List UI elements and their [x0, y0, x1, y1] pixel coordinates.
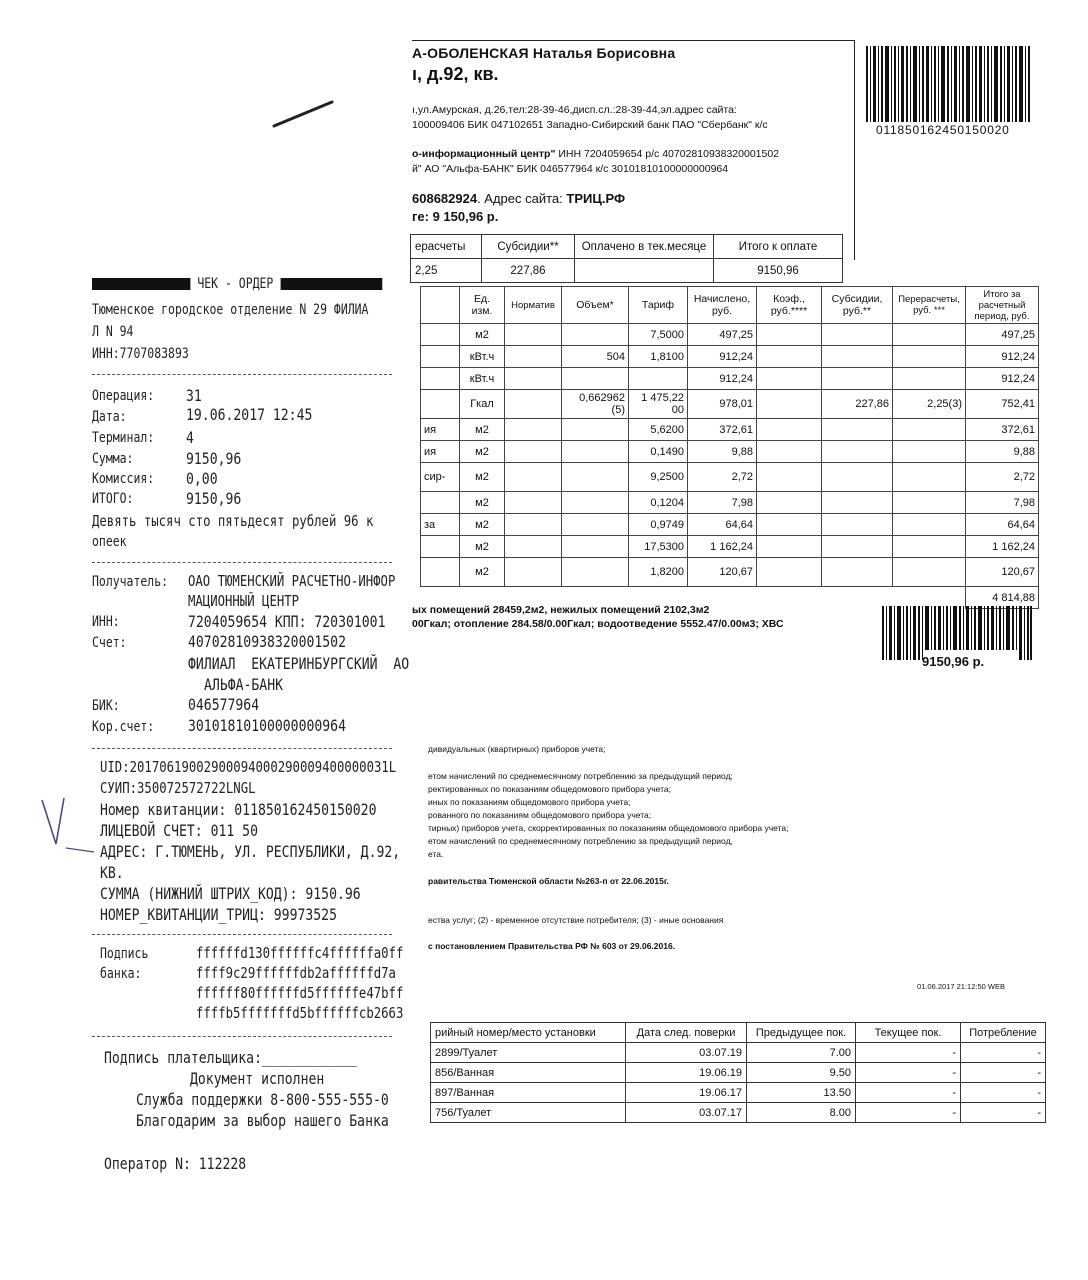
charge-cell: 5,6200: [629, 419, 688, 441]
charge-row: [421, 441, 1039, 463]
account-value: 40702810938320001502: [188, 632, 346, 651]
meter-cell: -: [961, 1083, 1046, 1103]
charge-cell: [757, 514, 822, 536]
barcode-bottom-amount: 9150,96 р.: [922, 654, 985, 669]
charge-cell: [421, 324, 460, 346]
charge-cell: 17,5300: [629, 536, 688, 558]
charges-grand-total: 4 814,88: [966, 587, 1039, 609]
charge-cell: [757, 441, 822, 463]
charge-cell: 9,88: [966, 441, 1039, 463]
address-line-1: АДРЕС: Г.ТЮМЕНЬ, УЛ. РЕСПУБЛИКИ, Д.92,: [100, 842, 401, 861]
address-line-2: КВ.: [100, 863, 124, 882]
center-name: о-информационный центр": [412, 148, 556, 160]
summary-header: Оплачено в тек.месяце: [575, 235, 714, 259]
charge-cell: [562, 463, 629, 492]
charge-cell: 504: [562, 346, 629, 368]
charge-cell: 752,41: [966, 390, 1039, 419]
meter-cell: -: [961, 1063, 1046, 1083]
area-note-2: 00Гкал; отопление 284.58/0.00Гкал; водоотведение 5552.47/0.00м3; ХВС: [412, 618, 784, 630]
charge-cell: м2: [460, 463, 505, 492]
charge-cell: 1 475,22 00: [629, 390, 688, 419]
charge-cell: [893, 536, 966, 558]
receipt-number-line: Номер квитанции: 011850162450150020: [100, 800, 377, 819]
meter-cell: -: [961, 1043, 1046, 1063]
sum-value: 9150,96: [186, 449, 242, 468]
bank-signature-hash: ffff9c29ffffffdb2affffffd7a: [196, 964, 396, 982]
bill-frame-top: [412, 40, 854, 41]
recipient-inn-value: 7204059654 КПП: 720301001: [188, 612, 386, 631]
meter-cell: 19.06.17: [626, 1083, 747, 1103]
charge-cell: 1,8200: [629, 558, 688, 587]
charge-cell: 2,72: [688, 463, 757, 492]
charge-cell: 912,24: [688, 368, 757, 390]
recipient-inn-label: ИНН:: [92, 614, 120, 630]
meter-header: Текущее пок.: [856, 1023, 961, 1043]
footnote: ета.: [428, 849, 444, 859]
charge-cell: м2: [460, 419, 505, 441]
charges-header: Норматив: [505, 287, 562, 324]
charges-header: Перерасчеты, руб. ***: [893, 287, 966, 324]
footnote-gov-1: равительства Тюменской области №263-п от 22.06.2015г.: [428, 876, 669, 886]
charge-cell: [505, 514, 562, 536]
trits-number-line: НОМЕР_КВИТАНЦИИ_ТРИЦ: 99973525: [100, 905, 337, 924]
charge-row: [421, 419, 1039, 441]
fee-value: 0,00: [186, 469, 218, 488]
bank-signature-hash: ffffff80ffffffd5ffffffe47bff: [196, 984, 404, 1002]
footnote: етом начислений по среднемесячному потреблению за предыдущий период;: [428, 771, 733, 781]
charge-cell: 7,98: [688, 492, 757, 514]
charge-cell: 2,25(3): [893, 390, 966, 419]
personal-account-line: ЛИЦЕВОЙ СЧЕТ: 011 50: [100, 821, 258, 840]
charge-cell: [421, 536, 460, 558]
footnote: ректированных по показаниям общедомового прибора учета;: [428, 784, 671, 794]
area-note-1: ых помещений 28459,2м2, нежилых помещений 2102,3м2: [412, 604, 710, 616]
summary-value: 2,25: [411, 259, 482, 283]
charges-header: Коэф., руб.****: [757, 287, 822, 324]
pen-stroke-mark: [272, 98, 336, 128]
charges-header: Объем*: [562, 287, 629, 324]
summary-value-row: [411, 259, 843, 283]
bank-branch-1: ФИЛИАЛ ЕКАТЕРИНБУРГСКИЙ АО: [188, 654, 410, 673]
receipt-title-bar-left: [92, 278, 190, 290]
account-label: Счет:: [92, 635, 127, 651]
charge-cell: кВт.ч: [460, 346, 505, 368]
charges-header: Субсидии, руб.**: [822, 287, 893, 324]
charge-cell: 497,25: [688, 324, 757, 346]
meter-header: Предыдущее пок.: [747, 1023, 856, 1043]
charge-cell: 912,24: [966, 368, 1039, 390]
charge-cell: [893, 346, 966, 368]
charge-cell: [562, 324, 629, 346]
charge-cell: [629, 368, 688, 390]
kor-label: Кор.счет:: [92, 719, 155, 735]
divider: [92, 1036, 392, 1037]
charge-cell: [505, 558, 562, 587]
amount-in-words-1: Девять тысяч сто пятьдесят рублей 96 к: [92, 512, 374, 530]
charge-cell: [893, 368, 966, 390]
charge-cell: [505, 492, 562, 514]
barcode-top: [866, 46, 1030, 122]
charge-row: [421, 390, 1039, 419]
recipient-label: Получатель:: [92, 574, 169, 590]
op-value: 31: [186, 386, 202, 405]
meter-table: [430, 1022, 1046, 1123]
charge-cell: [822, 558, 893, 587]
charge-cell: м2: [460, 441, 505, 463]
charge-row: [421, 368, 1039, 390]
site-url: ТРИЦ.РФ: [566, 191, 626, 206]
payer-address: ı, д.92, кв.: [412, 64, 499, 84]
charge-cell: 9,2500: [629, 463, 688, 492]
footnote: дивидуальных (квартирных) приборов учета;: [428, 744, 606, 754]
charge-cell: 372,61: [688, 419, 757, 441]
charge-cell: [757, 324, 822, 346]
charge-cell: 120,67: [688, 558, 757, 587]
charge-cell: м2: [460, 536, 505, 558]
bank-signature-label-2: банка:: [100, 966, 142, 982]
amount-in-words-2: опеек: [92, 534, 127, 550]
charge-cell: 497,25: [966, 324, 1039, 346]
center-line-2: й" АО "Альфа-БАНК" БИК 046577964 к/с 30101810100000000964: [412, 163, 729, 175]
charge-cell: [562, 514, 629, 536]
receipt-branch-2: Л N 94: [92, 324, 134, 340]
payer-signature-line: Подпись плательщика:____________: [104, 1048, 357, 1067]
charge-cell: 9,88: [688, 441, 757, 463]
op-label: Операция:: [92, 388, 155, 404]
uid-line: UID:20170619002900094000290009400000031L: [100, 758, 397, 776]
meter-cell: -: [856, 1103, 961, 1123]
summary-value: 9150,96: [714, 259, 843, 283]
charge-cell: 912,24: [966, 346, 1039, 368]
charge-cell: [505, 536, 562, 558]
charge-cell: 978,01: [688, 390, 757, 419]
charge-cell: кВт.ч: [460, 368, 505, 390]
charge-cell: [421, 368, 460, 390]
charge-cell: Гкал: [460, 390, 505, 419]
charge-cell: [562, 492, 629, 514]
charge-row: [421, 324, 1039, 346]
print-timestamp: 01.06.2017 21:12:50 WEB: [917, 982, 1005, 991]
charge-cell: [822, 536, 893, 558]
thanks-line: Благодарим за выбор нашего Банка: [136, 1111, 389, 1130]
meter-cell: 2899/Туалет: [431, 1043, 626, 1063]
divider: [92, 748, 392, 749]
meter-cell: 7.00: [747, 1043, 856, 1063]
charge-cell: [822, 419, 893, 441]
footnote: тирных) приборов учета, скорректированных по показаниям общедомового прибора учета;: [428, 823, 789, 833]
meter-cell: 13.50: [747, 1083, 856, 1103]
total-value: 9150,96: [186, 489, 242, 508]
terminal-label: Терминал:: [92, 430, 155, 446]
footnote-reasons: ества услуг; (2) - временное отсутствие потребителя; (3) - иные основания: [428, 915, 724, 925]
charge-cell: [421, 492, 460, 514]
charge-cell: [757, 558, 822, 587]
charge-cell: [757, 390, 822, 419]
barcode-bottom: [882, 606, 1032, 660]
kor-value: 30101810100000000964: [188, 716, 346, 735]
meter-header: Дата след. поверки: [626, 1023, 747, 1043]
date-label: Дата:: [92, 409, 127, 425]
charge-cell: [893, 514, 966, 536]
meter-row: [431, 1043, 1046, 1063]
summary-header: Субсидии**: [482, 235, 575, 259]
charge-cell: м2: [460, 492, 505, 514]
charges-body: [421, 324, 1039, 587]
meter-cell: 897/Ванная: [431, 1083, 626, 1103]
receipt-title-bar-right: [280, 278, 382, 290]
meter-header: рийный номер/место установки: [431, 1023, 626, 1043]
charge-cell: 7,98: [966, 492, 1039, 514]
bank-branch-2: АЛЬФА-БАНК: [204, 675, 283, 694]
bill-frame-right: [854, 40, 855, 260]
charges-header: Начислено, руб.: [688, 287, 757, 324]
charge-cell: 0,662962 (5): [562, 390, 629, 419]
terminal-value: 4: [186, 428, 194, 447]
charge-cell: [421, 558, 460, 587]
fee-label: Комиссия:: [92, 471, 155, 487]
charge-cell: [562, 419, 629, 441]
receipt-title: ЧЕК - ОРДЕР: [197, 276, 274, 292]
footnote-gov-2: с постановлением Правительства РФ № 603 от 29.06.2016.: [428, 941, 676, 951]
summary-header: ерасчеты: [411, 235, 482, 259]
barcode-sum-line: СУММА (НИЖНИЙ ШТРИХ_КОД): 9150.96: [100, 884, 361, 903]
charge-row: [421, 514, 1039, 536]
charge-cell: [505, 463, 562, 492]
charge-cell: 912,24: [688, 346, 757, 368]
charges-header: Ед. изм.: [460, 287, 505, 324]
meter-cell: 756/Туалет: [431, 1103, 626, 1123]
charge-cell: [505, 368, 562, 390]
meter-row: [431, 1083, 1046, 1103]
charge-cell: 64,64: [966, 514, 1039, 536]
meter-body: [431, 1043, 1046, 1123]
meter-row: [431, 1103, 1046, 1123]
checkmark-icon: [36, 796, 96, 856]
charge-cell: [505, 390, 562, 419]
charge-cell: [505, 346, 562, 368]
charge-cell: [505, 419, 562, 441]
summary-value: 227,86: [482, 259, 575, 283]
charge-cell: 227,86: [822, 390, 893, 419]
charge-cell: 64,64: [688, 514, 757, 536]
charge-cell: [505, 441, 562, 463]
divider: [92, 562, 392, 563]
meter-cell: 856/Ванная: [431, 1063, 626, 1083]
meter-row: [431, 1063, 1046, 1083]
charge-cell: [757, 536, 822, 558]
bank-signature-hash: ffffffd130ffffffc4ffffffa0ff: [196, 944, 404, 962]
charge-cell: за: [421, 514, 460, 536]
charge-cell: [893, 463, 966, 492]
charge-cell: 0,9749: [629, 514, 688, 536]
meter-header: Потребление: [961, 1023, 1046, 1043]
charge-cell: [822, 368, 893, 390]
operator-line: Оператор N: 112228: [104, 1154, 247, 1173]
charge-cell: сир-: [421, 463, 460, 492]
charge-cell: [893, 558, 966, 587]
charge-row: [421, 492, 1039, 514]
meter-header-row: [431, 1023, 1046, 1043]
charge-cell: [822, 492, 893, 514]
charge-cell: [893, 441, 966, 463]
charge-row: [421, 346, 1039, 368]
charge-cell: [505, 324, 562, 346]
total-to-pay: ге: 9 150,96 р.: [412, 209, 499, 224]
charge-cell: ия: [421, 419, 460, 441]
footnote: рованного по показаниям общедомового прибора учета;: [428, 810, 652, 820]
charge-row: [421, 463, 1039, 492]
recipient-name-2: МАЦИОННЫЙ ЦЕНТР: [188, 592, 300, 610]
receipt-branch-1: Тюменское городское отделение N 29 ФИЛИА: [92, 302, 369, 318]
meter-cell: -: [856, 1043, 961, 1063]
date-value: 19.06.2017 12:45: [186, 405, 313, 424]
charge-cell: [893, 419, 966, 441]
charge-cell: [757, 492, 822, 514]
provider-line-1: ı,ул.Амурская, д.26,тел:28-39-46,дисп.сл.:28-39-44,эл.адрес сайта:: [412, 104, 737, 116]
footnote: иных по показаниям общедомового прибора учета;: [428, 797, 631, 807]
charge-cell: [822, 324, 893, 346]
provider-line-2: 100009406 БИК 047102651 Западно-Сибирский банк ПАО "Сбербанк" к/с: [412, 119, 768, 131]
footnote: етом начислений по среднемесячному потреблению за предыдущий период,: [428, 836, 733, 846]
charge-cell: м2: [460, 558, 505, 587]
charges-header: [421, 287, 460, 324]
charge-cell: [421, 390, 460, 419]
bank-signature-label-1: Подпись: [100, 946, 149, 962]
center-line-1: [412, 148, 779, 160]
charge-cell: [757, 463, 822, 492]
summary-value: [575, 259, 714, 283]
summary-header-row: [411, 235, 843, 259]
charge-cell: [562, 441, 629, 463]
site-label: . Адрес сайта:: [477, 191, 567, 206]
sum-label: Сумма:: [92, 451, 134, 467]
site-line: [412, 191, 625, 206]
charge-cell: [757, 419, 822, 441]
charge-cell: 372,61: [966, 419, 1039, 441]
charge-cell: [562, 536, 629, 558]
barcode-top-number: 011850162450150020: [876, 123, 1010, 137]
meter-cell: 03.07.17: [626, 1103, 747, 1123]
charge-cell: [822, 346, 893, 368]
charge-cell: [757, 346, 822, 368]
meter-cell: -: [961, 1103, 1046, 1123]
charge-row: [421, 536, 1039, 558]
charge-cell: 1,8100: [629, 346, 688, 368]
charges-header-row: [421, 287, 1039, 324]
meter-cell: -: [856, 1083, 961, 1103]
bik-label: БИК:: [92, 698, 120, 714]
charge-cell: [893, 324, 966, 346]
summary-table: [410, 234, 843, 283]
charge-cell: [893, 492, 966, 514]
document-done: Документ исполнен: [190, 1069, 325, 1088]
charge-cell: 0,1490: [629, 441, 688, 463]
divider: [92, 374, 392, 375]
charge-cell: [822, 514, 893, 536]
receipt-inn: ИНН:7707083893: [92, 346, 189, 362]
charge-cell: [822, 441, 893, 463]
charge-cell: 1 162,24: [688, 536, 757, 558]
total-label: ИТОГО:: [92, 491, 134, 507]
support-line: Служба поддержки 8-800-555-555-0: [136, 1090, 389, 1109]
meter-cell: 19.06.19: [626, 1063, 747, 1083]
charges-header: Итого за расчетный период, руб.: [966, 287, 1039, 324]
site-number: 608682924: [412, 191, 478, 206]
charge-cell: [757, 368, 822, 390]
summary-header: Итого к оплате: [714, 235, 843, 259]
charges-table: [420, 286, 1039, 609]
charge-cell: [562, 558, 629, 587]
charge-cell: 0,1204: [629, 492, 688, 514]
bik-value: 046577964: [188, 695, 260, 714]
charges-header: Тариф: [629, 287, 688, 324]
meter-cell: 8.00: [747, 1103, 856, 1123]
charge-cell: м2: [460, 514, 505, 536]
charge-cell: 2,72: [966, 463, 1039, 492]
meter-cell: -: [856, 1063, 961, 1083]
charge-cell: 120,67: [966, 558, 1039, 587]
charge-cell: 1 162,24: [966, 536, 1039, 558]
charge-cell: м2: [460, 324, 505, 346]
center-requisites: ИНН 7204059654 р/с 40702810938320001502: [555, 148, 780, 160]
charge-cell: [562, 368, 629, 390]
divider: [92, 934, 392, 935]
charge-cell: ия: [421, 441, 460, 463]
recipient-name-1: ОАО ТЮМЕНСКИЙ РАСЧЕТНО-ИНФОР: [188, 572, 396, 590]
receipt-title-line: [92, 276, 382, 292]
meter-cell: 03.07.19: [626, 1043, 747, 1063]
bank-signature-hash: ffffb5fffffffd5bffffffcb2663: [196, 1004, 404, 1022]
suip-line: СУИП:350072572722LNGL: [100, 779, 256, 797]
charge-cell: 7,5000: [629, 324, 688, 346]
payer-name: А-ОБОЛЕНСКАЯ Наталья Борисовна: [412, 45, 676, 61]
meter-cell: 9.50: [747, 1063, 856, 1083]
charge-cell: [822, 463, 893, 492]
charge-row: [421, 558, 1039, 587]
charge-cell: [421, 346, 460, 368]
